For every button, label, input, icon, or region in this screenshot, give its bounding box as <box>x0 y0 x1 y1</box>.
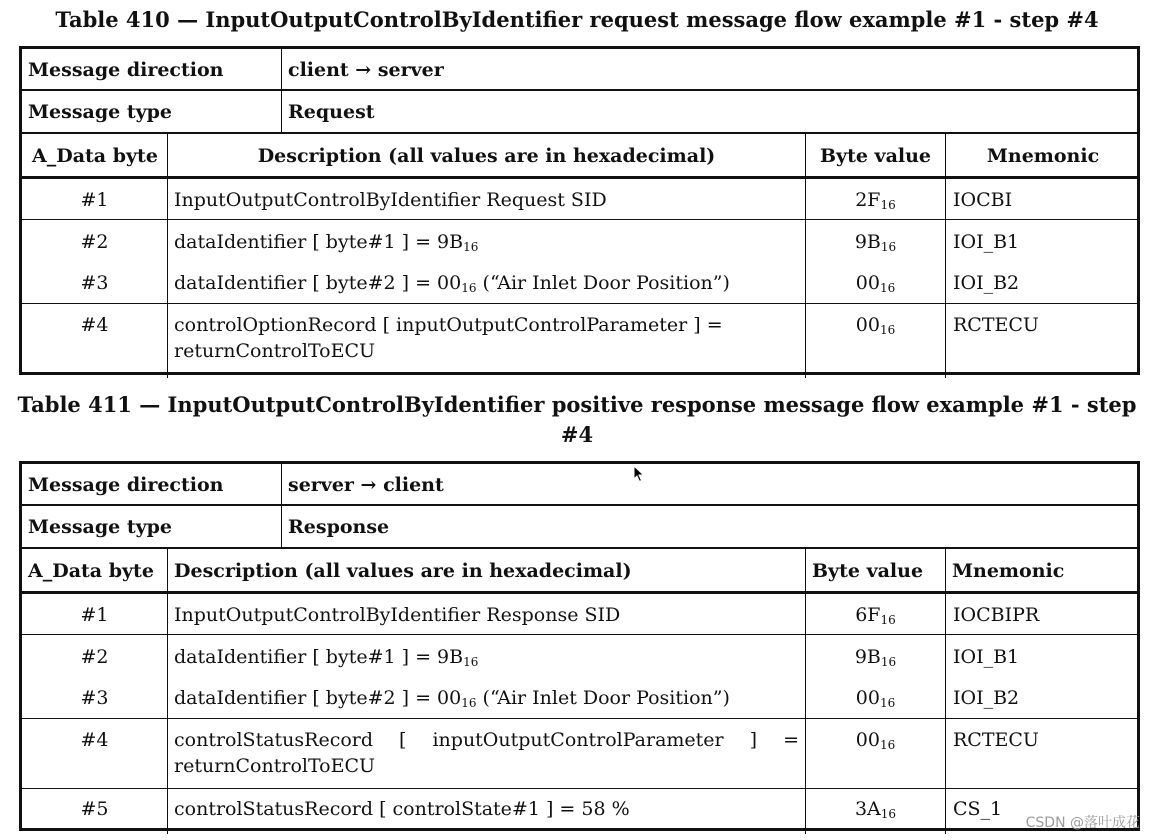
type-label: Message type <box>28 516 173 538</box>
type-label: Message type <box>28 101 173 123</box>
row2-description: dataIdentifier [ byte#1 ] = $9B_{16}$ <box>174 646 479 669</box>
row4-description: controlStatusRecord [ inputOutputControlParameter ] = <box>174 729 799 751</box>
row1-description: InputOutputControlByIdentifier Request SID <box>174 189 607 211</box>
row1-description: InputOutputControlByIdentifier Response SID <box>174 604 621 626</box>
header-description: Description (all values are in hexadecimal) <box>257 145 716 167</box>
row2-byte: #2 <box>80 231 109 253</box>
header-data-byte: A_Data byte <box>28 560 154 582</box>
row3-mnemonic: IOI_B2 <box>953 272 1020 294</box>
row3-byte-value: $00_{16}$ <box>855 272 896 295</box>
row2-byte: #2 <box>80 646 109 668</box>
row3-description: dataIdentifier [ byte#2 ] = $00_{16}$ (“Air Inlet Door Position”) <box>174 272 730 295</box>
header-byte-value: Byte value <box>819 145 932 167</box>
row2-mnemonic: IOI_B1 <box>953 231 1020 253</box>
row4-byte: #4 <box>80 729 109 751</box>
row5-description: controlStatusRecord [ controlState#1 ] = 58 % <box>174 798 630 820</box>
direction-label: Message direction <box>28 59 224 81</box>
row3-mnemonic: IOI_B2 <box>953 687 1020 709</box>
row4-byte-value: $00_{16}$ <box>855 314 896 337</box>
row1-byte: #1 <box>80 604 109 626</box>
header-data-byte: A_Data byte <box>32 145 158 167</box>
type-value: Request <box>288 101 375 123</box>
row1-mnemonic: IOCBI <box>953 189 1013 211</box>
row5-byte-value: $3A_{16}$ <box>854 798 897 821</box>
row4-description-line2: returnControlToECU <box>174 340 376 362</box>
row4-mnemonic: RCTECU <box>953 314 1039 336</box>
row1-byte-value: $6F_{16}$ <box>855 604 896 627</box>
row3-byte-value: $00_{16}$ <box>855 687 896 710</box>
row5-mnemonic: CS_1 <box>953 798 1003 820</box>
table-411-caption-line1: Table 411 — InputOutputControlByIdentifier positive response message flow example #1 - step <box>17 392 1137 417</box>
table-410-caption: Table 410 — InputOutputControlByIdentifier request message flow example #1 - step #4 <box>55 7 1099 32</box>
row3-byte: #3 <box>80 687 109 709</box>
row2-byte-value: $9B_{16}$ <box>854 646 897 669</box>
row4-byte-value: $00_{16}$ <box>855 729 896 752</box>
row2-byte-value: $9B_{16}$ <box>854 231 897 254</box>
row4-description-line2: returnControlToECU <box>174 755 376 777</box>
watermark: CSDN @落叶成花 <box>1025 815 1140 831</box>
table-411 <box>19 461 1140 831</box>
direction-value: client → server <box>288 59 444 81</box>
row3-byte: #3 <box>80 272 109 294</box>
type-value: Response <box>288 516 390 538</box>
row2-mnemonic: IOI_B1 <box>953 646 1020 668</box>
row4-mnemonic: RCTECU <box>953 729 1039 751</box>
header-mnemonic: Mnemonic <box>986 145 1100 167</box>
row4-byte: #4 <box>80 314 109 336</box>
direction-label: Message direction <box>28 474 224 496</box>
row3-description: dataIdentifier [ byte#2 ] = $00_{16}$ (“Air Inlet Door Position”) <box>174 687 730 710</box>
row5-byte: #5 <box>80 798 109 820</box>
row4-description: controlOptionRecord [ inputOutputControlParameter ] = <box>174 314 723 336</box>
direction-value: server → client <box>288 474 444 496</box>
table-411-caption <box>0 390 1154 450</box>
table-410 <box>19 46 1140 375</box>
row1-mnemonic: IOCBIPR <box>953 604 1040 626</box>
header-byte-value: Byte value <box>812 560 924 582</box>
row2-description: dataIdentifier [ byte#1 ] = $9B_{16}$ <box>174 231 479 254</box>
mouse-cursor-icon <box>633 465 645 483</box>
table-411-caption-line2: #4 <box>560 422 594 447</box>
row1-byte-value: $2F_{16}$ <box>855 189 896 212</box>
header-mnemonic: Mnemonic <box>952 560 1065 582</box>
header-description: Description (all values are in hexadecimal) <box>174 560 632 582</box>
row1-byte: #1 <box>80 189 109 211</box>
